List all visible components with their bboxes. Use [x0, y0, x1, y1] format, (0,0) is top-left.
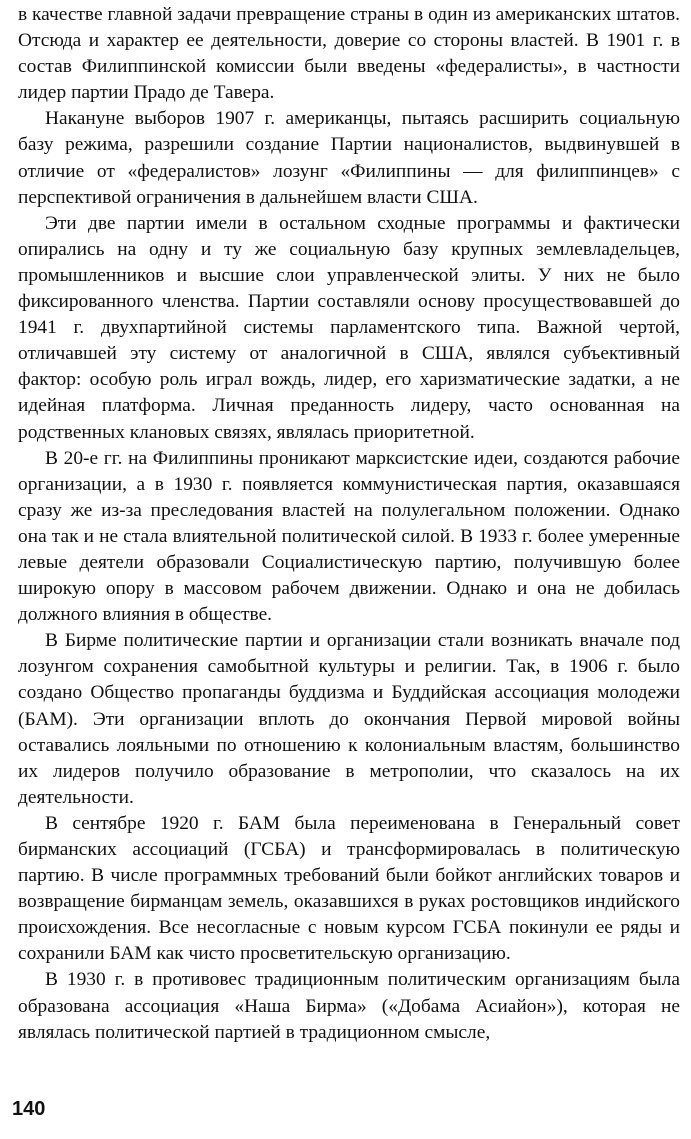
paragraph-marxist-ideas: В 20-е гг. на Филиппины проникают марксистские идеи, создаются рабочие организации, а в 1930 г. появляется коммунистическая партия, оказавшаяся сразу же из-за преследования властей на полулегальном положении. Однако она так и не стала влиятельной политической силой. В 1933 г. более умеренные левые деятели образовали Социалистическую партию, получившую более широкую опору в массовом рабочем движении. Однако и она не добилась должного влияния в обществе.	[18, 447, 680, 626]
paragraph-gcba-1920: В сентябре 1920 г. БАМ была переименована в Генеральный совет бирманских ассоциаций (ГСБА) и трансформировалась в политическую партию. В числе программных требований были бойкот английских товаров и возвращение бирманцам земель, оказавшихся в руках ростовщиков индийского происхождения. Все несогласные с новым курсом ГСБА покинули ее ряды и сохранили БАМ как чисто просветительскую организацию.	[18, 812, 680, 965]
paragraph-elections-1907: Накануне выборов 1907 г. американцы, пытаясь расширить социальную базу режима, разрешили создание Партии националистов, выдвинувшей в отличие от «федералистов» лозунг «Филиппины — для филиппинцев» с перспективой ограничения в дальнейшем власти США.	[18, 108, 680, 208]
paragraph-continuation: в качестве главной задачи превращение страны в один из американских штатов. Отсюда и характер ее деятельности, доверие со стороны властей. В 1901 г. в состав Филиппинской комиссии были введены «федералисты», в частности лидер партии Прадо де Тавера.	[18, 4, 680, 104]
paragraph-burma-parties: В Бирме политические партии и организации стали возникать вначале под лозунгом сохранения самобытной культуры и религии. Так, в 1906 г. было создано Общество пропаганды буддизма и Буддийская ассоциация молодежи (БАМ). Эти организации вплоть до окончания Первой мировой войны оставались лояльными по отношению к колониальным властям, большинство их лидеров получило образование в метрополии, что сказалось на их деятельности.	[18, 630, 680, 808]
paragraph-dobama-asiayone: В 1930 г. в противовес традиционным политическим организациям была образована ассоциация «Наша Бирма» («Добама Асиайон»), которая не являлась политической партией в традиционном смысле,	[18, 969, 680, 1043]
page-number: 140	[12, 1098, 46, 1120]
paragraph-two-party-system: Эти две партии имели в остальном сходные программы и фактически опирались на одну и ту же социальную базу крупных землевладельцев, промышленников и высшие слои управленческой элиты. У них не было фиксированного членства. Партии составляли основу просуществовавшей до 1941 г. двухпартийной системы парламентского типа. Важной чертой, отличавшей эту систему от аналогичной в США, являлся субъективный фактор: особую роль играл вождь, лидер, его харизматические задатки, а не идейная платформа. Личная преданность лидеру, часто основанная на родственных клановых связях, являлась приоритетной.	[18, 212, 680, 443]
page-body	[18, 2, 680, 1046]
